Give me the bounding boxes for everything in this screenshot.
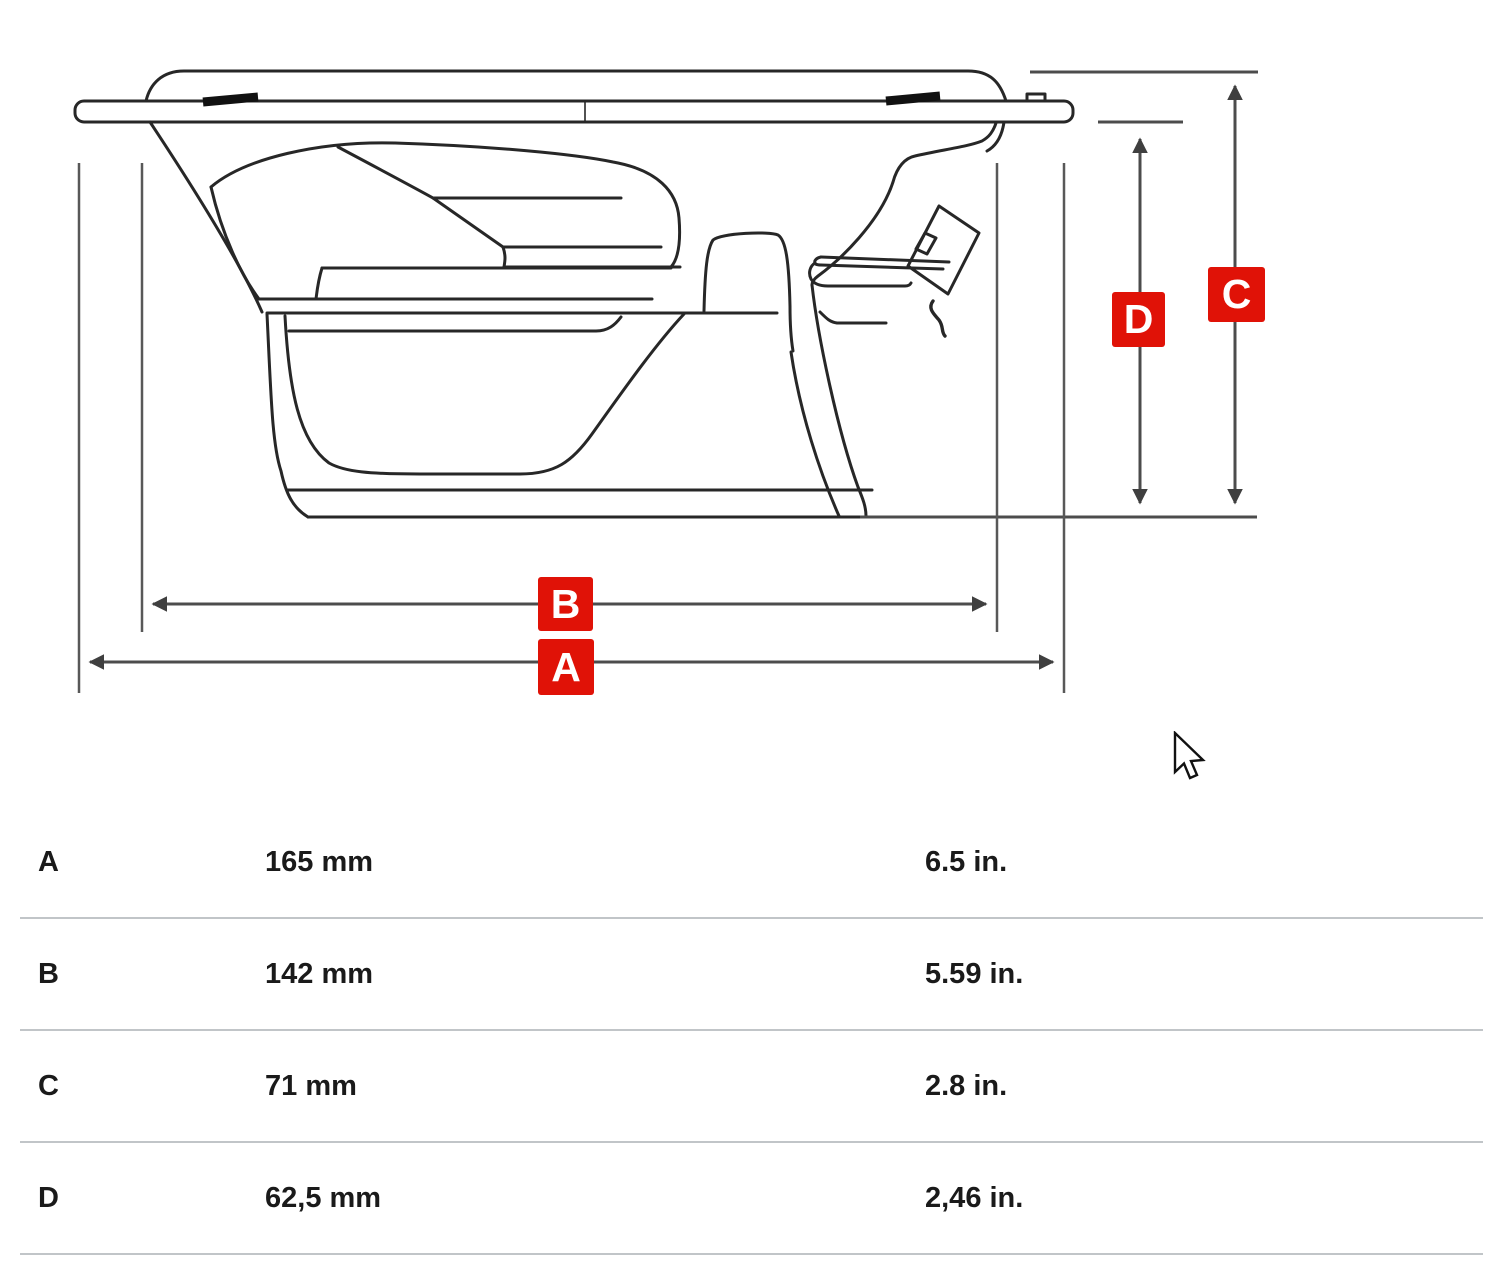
- table-row: [20, 1031, 1483, 1143]
- dim-inch: 2.8 in.: [925, 1069, 1008, 1102]
- dim-inch: 6.5 in.: [925, 845, 1008, 878]
- dimensions-table: [20, 807, 1483, 1255]
- mouse-cursor-icon: [1172, 731, 1208, 783]
- dim-mm: 62,5 mm: [265, 1181, 382, 1214]
- table-row: [20, 919, 1483, 1031]
- dim-label-a: A: [538, 639, 594, 695]
- table-row: [20, 1143, 1483, 1255]
- dim-label-b: B: [538, 577, 593, 631]
- dim-key: D: [38, 1181, 59, 1214]
- dim-key: B: [38, 957, 59, 990]
- dim-inch: 5.59 in.: [925, 957, 1024, 990]
- dim-mm: 165 mm: [265, 845, 374, 878]
- dim-mm: 71 mm: [265, 1069, 357, 1102]
- dim-key: A: [38, 845, 59, 878]
- dim-label-d: D: [1112, 292, 1165, 347]
- dim-mm: 142 mm: [265, 957, 374, 990]
- dim-inch: 2,46 in.: [925, 1181, 1024, 1214]
- dim-key: C: [38, 1069, 59, 1102]
- dim-label-c: C: [1208, 267, 1265, 322]
- dimension-lines: [79, 72, 1258, 693]
- speaker-outline: [75, 71, 1073, 517]
- table-row: [20, 807, 1483, 919]
